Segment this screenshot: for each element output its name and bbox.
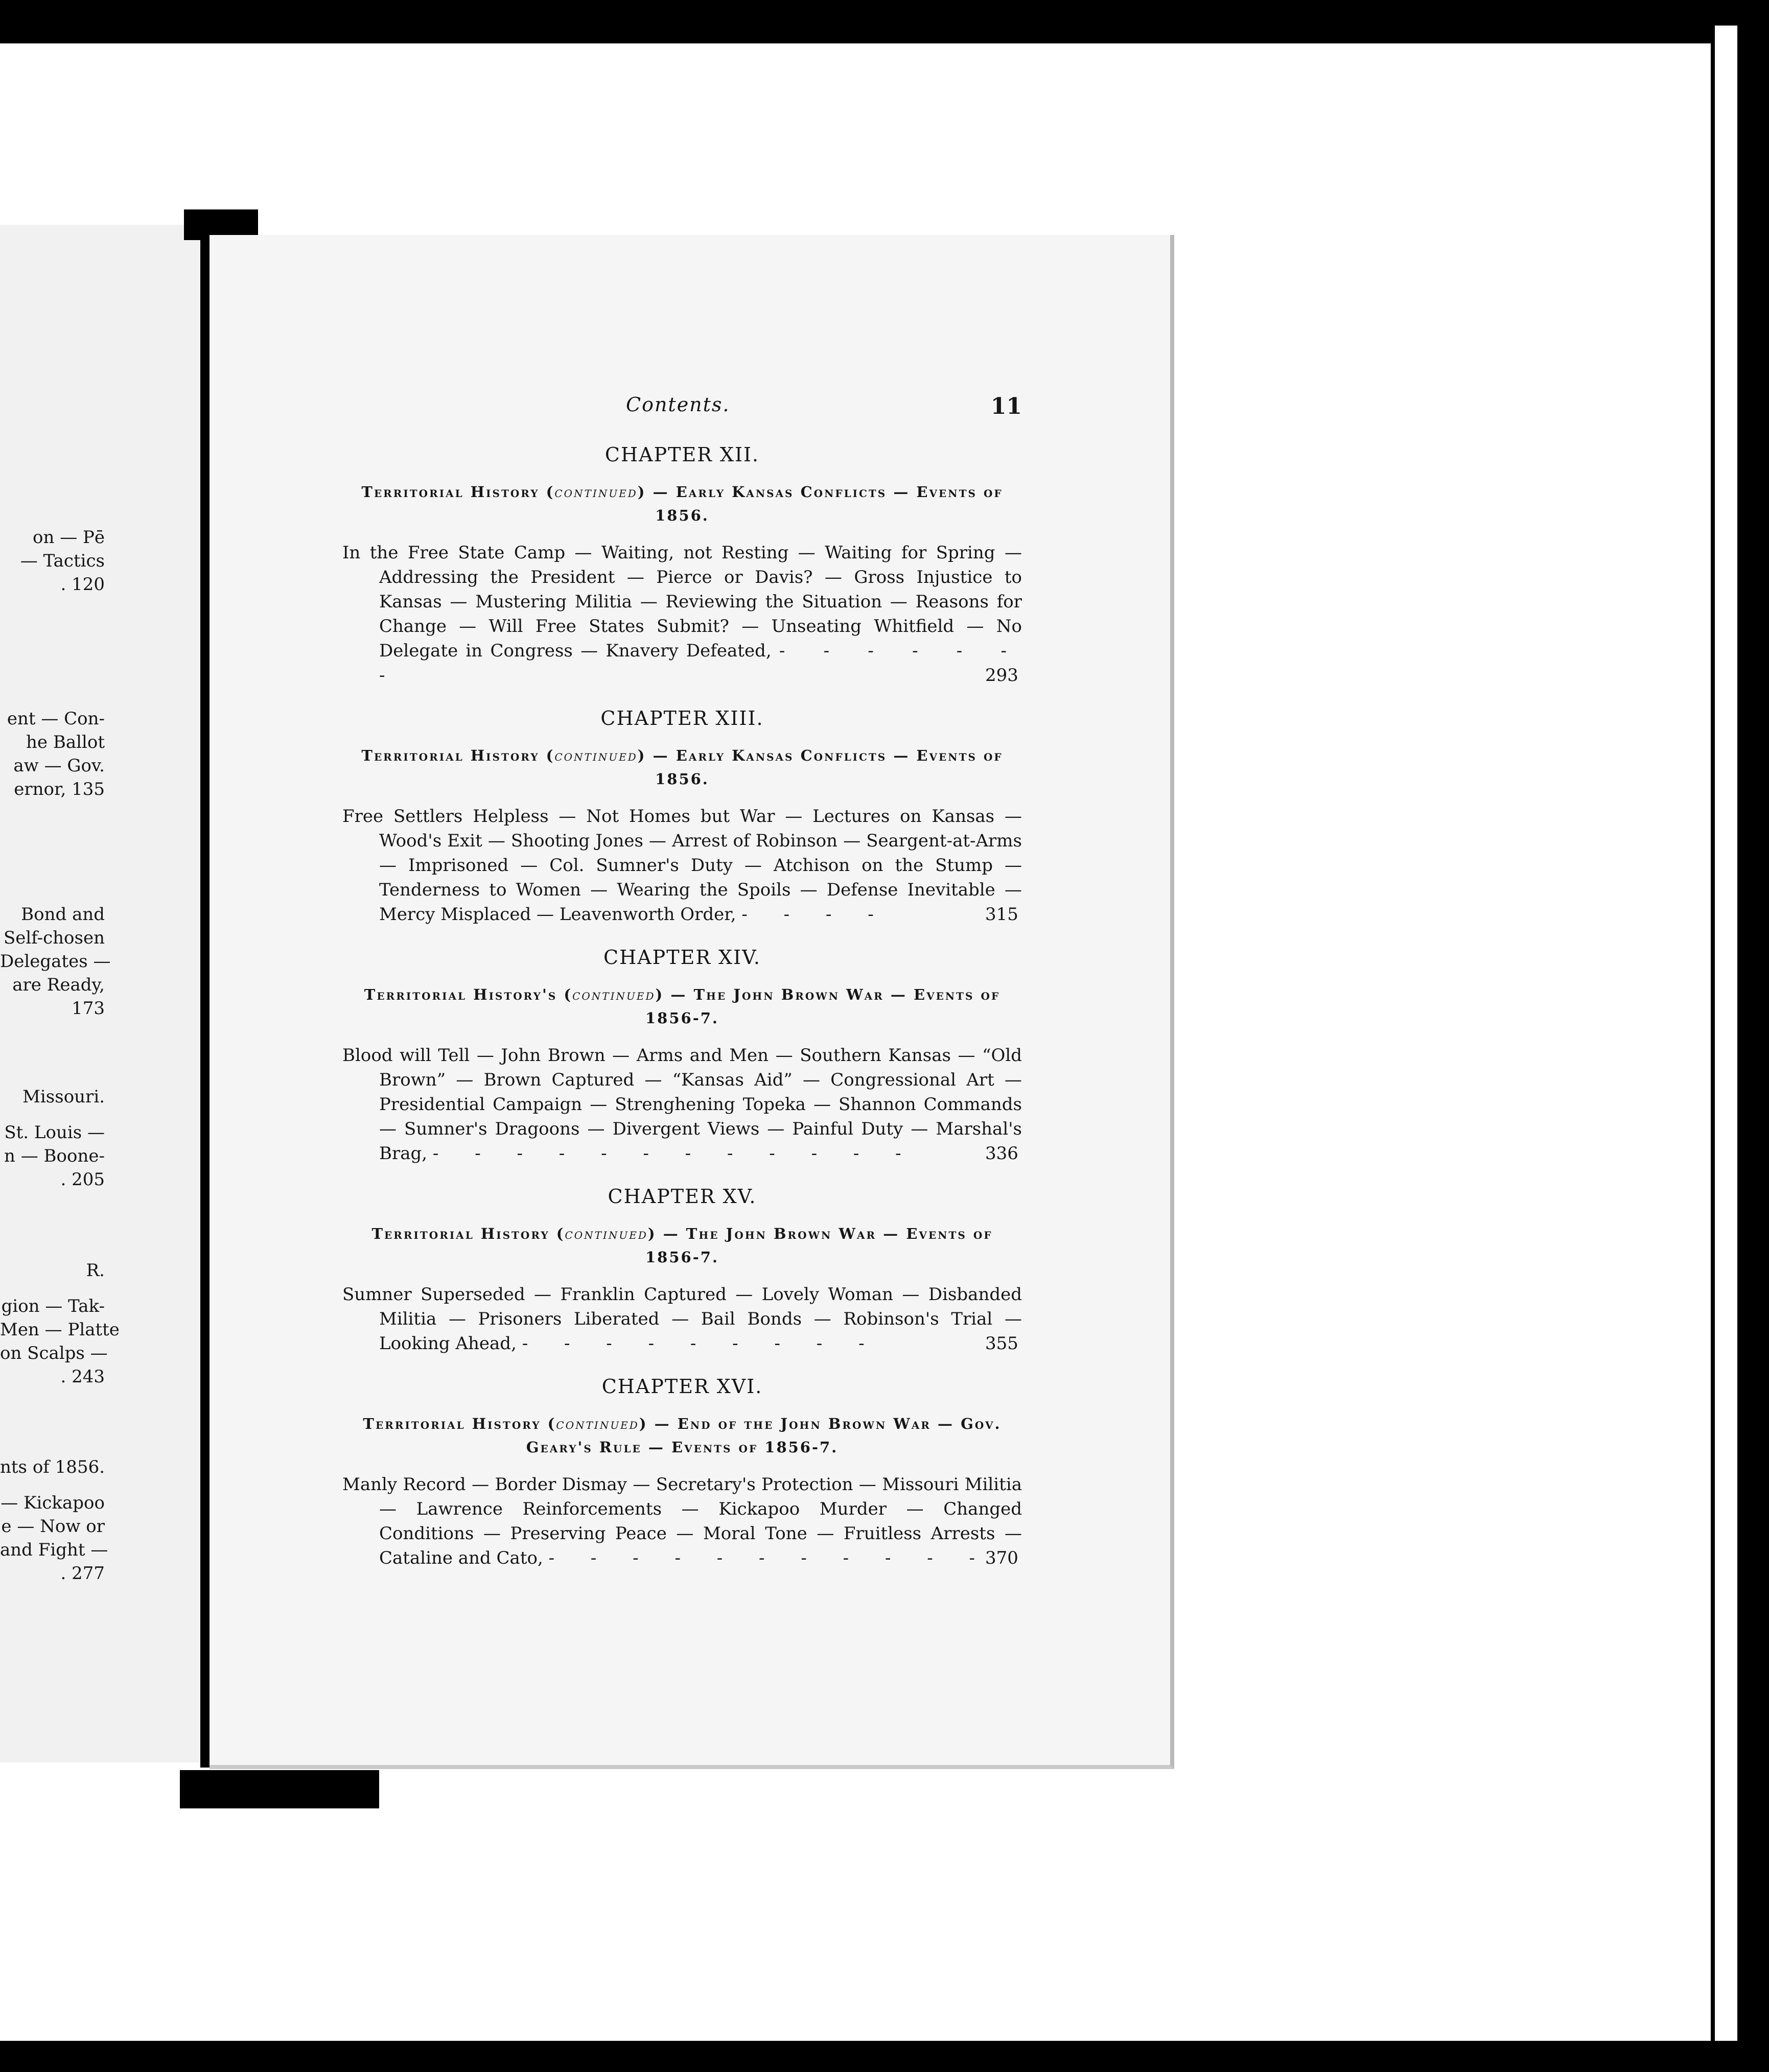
page-number: 11	[990, 393, 1022, 419]
film-border-right-inner	[1711, 0, 1715, 2072]
dot-leader: - - - - - - - - - - - -	[432, 1143, 917, 1164]
chapter-title: Territorial History (continued) — Early Kansas Conflicts — Events of 1856.	[361, 483, 1003, 524]
previous-page-line: are Ready,	[12, 975, 105, 995]
page-clip-bottom	[180, 1770, 379, 1808]
film-border-right	[1737, 0, 1769, 2072]
dot-leader: - - - - - - - - - - -	[548, 1548, 991, 1568]
chapter-title: Territorial History (continued) — The John Brown War — Events of 1856-7.	[371, 1225, 993, 1266]
chapter-entry	[342, 1185, 1022, 1356]
chapter-entry	[342, 443, 1022, 688]
chapter-heading: CHAPTER XII.	[604, 443, 760, 466]
previous-page-line: . 120	[60, 574, 105, 595]
previous-page-line: on — Pē	[33, 527, 105, 548]
chapter-summary: In the Free State Camp — Waiting, not Resting — Waiting for Spring — Addressing the President — Pierce or Davis? — Gross Injustice to Kansas — Mustering Militia — Reviewing the Situation — Reasons for Change — Will Free States Submit? — Unseating Whitfield — No Delegate in Congress — Knavery Defeated, - - - - - - - 293	[342, 543, 1022, 686]
previous-page-line: ernor, 135	[14, 779, 105, 799]
film-border-bottom	[0, 2041, 1769, 2072]
previous-page-line: gion — Tak-	[1, 1296, 105, 1316]
previous-page-line: Missouri.	[22, 1087, 105, 1107]
previous-page-line: Self-chosen	[3, 928, 105, 948]
chapter-summary: Free Settlers Helpless — Not Homes but War — Lectures on Kansas — Wood's Exit — Shooting Jones — Arrest of Robinson — Seargent-at-Arms — Imprisoned — Col. Sumner's Duty — Atchison on the Stump — Tenderness to Women — Wearing the Spoils — Defense Inevitable — Mercy Misplaced — Leavenworth Order, - - - - 315	[342, 806, 1022, 925]
previous-page-line: ent — Con-	[7, 709, 105, 729]
previous-page-line: . 243	[60, 1367, 105, 1387]
chapter-heading: CHAPTER XVI.	[601, 1375, 763, 1398]
dot-leader: - - - -	[741, 904, 889, 925]
previous-page-line: R.	[86, 1260, 105, 1281]
chapter-heading: CHAPTER XIV.	[603, 946, 761, 969]
chapter-summary: Blood will Tell — John Brown — Arms and Men — Southern Kansas — “Old Brown” — Brown Captured — “Kansas Aid” — Congressional Art — Presidential Campaign — Strenghening Topeka — Shannon Commands — Sumner's Dragoons — Divergent Views — Painful Duty — Marshal's Brag, - - - - - - - - - - - - 336	[342, 1045, 1022, 1164]
previous-page-line: St. Louis —	[4, 1122, 105, 1143]
chapter-title: Territorial History's (continued) — The John Brown War — Events of 1856-7.	[364, 986, 1000, 1027]
chapter-heading: CHAPTER XIII.	[600, 707, 764, 729]
chapter-heading: CHAPTER XV.	[608, 1185, 757, 1208]
chapter-title: Territorial History (continued) — End of the John Brown War — Gov. Geary's Rule — Events of 1856-7.	[363, 1415, 1002, 1456]
previous-page-line: — Tactics	[20, 551, 105, 571]
previous-page-line: Delegates —	[0, 951, 111, 972]
previous-page-line: on Scalps —	[0, 1343, 108, 1363]
previous-page-line: he Ballot	[26, 732, 105, 752]
previous-page-line: — Kickapoo	[1, 1493, 105, 1513]
previous-page-line: Men — Platte	[0, 1320, 120, 1340]
previous-page-line: nts of 1856.	[0, 1457, 105, 1477]
previous-page-line: Bond and	[21, 904, 105, 925]
chapter-title: Territorial History (continued) — Early Kansas Conflicts — Events of 1856.	[361, 747, 1003, 788]
running-head	[342, 393, 1022, 424]
chapter-entry	[342, 1375, 1022, 1570]
chapter-summary: Manly Record — Border Dismay — Secretary's Protection — Missouri Militia — Lawrence Reinforcements — Kickapoo Murder — Changed Conditions — Preserving Peace — Moral Tone — Fruitless Arrests — Cataline and Cato, - - - - - - - - - - - 370	[342, 1474, 1022, 1568]
contents-text	[342, 393, 1022, 1570]
chapter-entry	[342, 946, 1022, 1166]
previous-page-line: n — Boone-	[4, 1146, 105, 1166]
previous-page-line: e — Now or	[1, 1516, 105, 1537]
previous-page-line: aw — Gov.	[13, 756, 105, 776]
previous-page-line: 173	[72, 998, 105, 1019]
dot-leader: - - - - - - - - -	[522, 1333, 880, 1354]
previous-page-line: . 205	[60, 1169, 105, 1190]
chapter-entry	[342, 707, 1022, 927]
chapter-summary: Sumner Superseded — Franklin Captured — Lovely Woman — Disbanded Militia — Prisoners Liberated — Bail Bonds — Robinson's Trial — Looking Ahead, - - - - - - - - - 355	[342, 1284, 1022, 1354]
dot-leader: - - - - - - -	[379, 641, 1022, 686]
previous-page-line: and Fight —	[0, 1540, 108, 1560]
film-border-top	[0, 0, 1769, 26]
running-title: Contents.	[626, 393, 730, 416]
previous-page-line: . 277	[60, 1563, 105, 1584]
